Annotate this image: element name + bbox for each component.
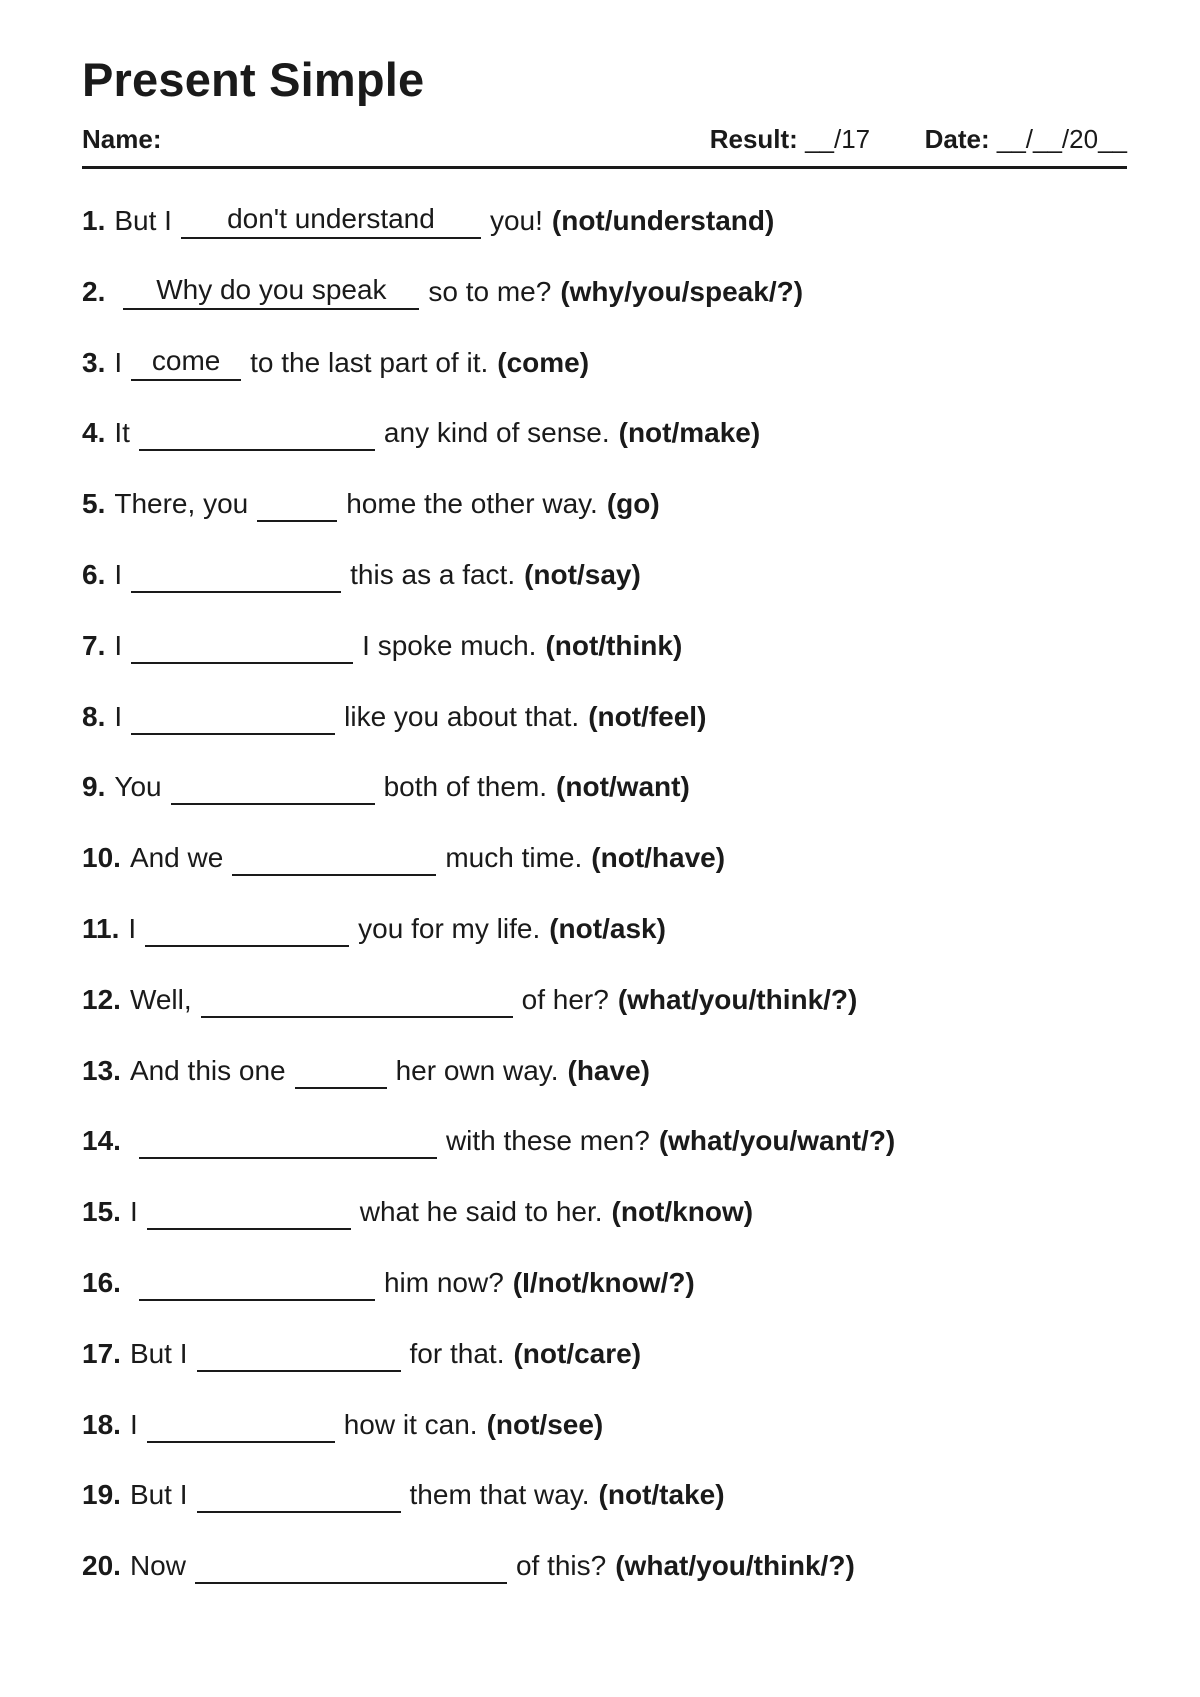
page-title: Present Simple [82, 53, 425, 106]
question-text-before: And this one [129, 1054, 286, 1086]
question-text-after: for that. [409, 1337, 505, 1369]
result-value: __/17 [805, 124, 871, 154]
answer-blank[interactable] [197, 1336, 401, 1372]
answer-blank[interactable] [197, 1477, 401, 1513]
answer-blank[interactable] [131, 628, 353, 664]
question-item [82, 911, 1127, 982]
answer-blank[interactable] [147, 1194, 351, 1230]
question-text-after: of her? [521, 983, 609, 1015]
question-number: 18. [82, 1408, 121, 1440]
result-label: Result: [709, 124, 798, 154]
question-text-after: how it can. [343, 1408, 478, 1440]
answer-text: Why do you speak [156, 273, 387, 305]
question-text-before: I [114, 629, 123, 661]
result-date-group [710, 124, 1127, 155]
question-number: 12. [82, 983, 121, 1015]
answer-blank[interactable] [145, 911, 349, 947]
answer-blank[interactable] [131, 557, 341, 593]
question-item [82, 699, 1127, 770]
question-item [82, 1407, 1127, 1478]
question-item [82, 769, 1127, 840]
question-text-after: them that way. [409, 1479, 590, 1511]
question-number: 17. [82, 1337, 121, 1369]
question-item [82, 840, 1127, 911]
question-number: 8. [82, 700, 106, 732]
verb-hint: (not/know) [611, 1196, 754, 1228]
answer-blank[interactable] [201, 982, 513, 1018]
question-text-before: Well, [129, 983, 192, 1015]
question-number: 6. [82, 558, 106, 590]
question-number: 3. [82, 346, 106, 378]
question-item [82, 274, 1127, 345]
question-text-after: both of them. [383, 771, 548, 803]
question-item [82, 1548, 1127, 1619]
question-item [82, 415, 1127, 486]
verb-hint: (come) [497, 346, 590, 378]
question-text-after: you! [489, 205, 543, 236]
question-text-after: so to me? [428, 275, 552, 307]
answer-blank[interactable] [123, 274, 419, 310]
verb-hint: (not/ask) [549, 912, 666, 944]
verb-hint: (why/you/speak/?) [560, 275, 804, 307]
verb-hint: (what/you/want/?) [658, 1125, 896, 1157]
verb-hint: (have) [567, 1054, 650, 1086]
question-number: 5. [82, 488, 106, 520]
question-text-after: I spoke much. [362, 629, 537, 661]
question-text-after: her own way. [395, 1054, 559, 1086]
question-item [82, 1265, 1127, 1336]
answer-blank[interactable] [139, 1123, 437, 1159]
question-number: 10. [82, 842, 121, 874]
question-number: 9. [82, 771, 106, 803]
header-divider [82, 166, 1127, 169]
question-number: 11. [82, 912, 120, 944]
question-item [82, 1053, 1127, 1124]
name-label: Name: [82, 124, 162, 154]
date-value: __/__/20__ [996, 124, 1127, 154]
question-number: 16. [82, 1266, 121, 1298]
question-text-before: I [114, 558, 123, 590]
verb-hint: (not/feel) [588, 700, 707, 732]
verb-hint: (not/care) [513, 1337, 642, 1369]
question-text-before: I [114, 346, 123, 378]
question-item [82, 1123, 1127, 1194]
question-text-before: You [114, 771, 162, 803]
answer-blank[interactable] [131, 699, 335, 735]
verb-hint: (not/understand) [551, 205, 775, 236]
question-item [82, 628, 1127, 699]
verb-hint: (go) [606, 488, 660, 520]
question-number: 2. [82, 275, 106, 307]
question-number: 4. [82, 417, 106, 449]
answer-blank[interactable] [257, 486, 337, 522]
question-text-before: There, you [114, 488, 249, 520]
question-item [82, 982, 1127, 1053]
question-item [82, 1477, 1127, 1548]
verb-hint: (not/make) [618, 417, 761, 449]
question-item [82, 557, 1127, 628]
question-list [82, 203, 1127, 1619]
verb-hint: (not/have) [591, 842, 726, 874]
answer-blank[interactable] [171, 769, 375, 805]
question-item [82, 1336, 1127, 1407]
question-text-before: I [114, 700, 123, 732]
verb-hint: (what/you/think/?) [617, 983, 858, 1015]
question-text-before: I [128, 912, 137, 944]
question-number: 7. [82, 629, 106, 661]
verb-hint: (not/say) [524, 558, 641, 590]
question-text-after: this as a fact. [350, 558, 516, 590]
question-text-before: But I [129, 1479, 188, 1511]
question-text-after: home the other way. [346, 488, 598, 520]
answer-blank[interactable] [181, 203, 481, 239]
question-number: 13. [82, 1054, 121, 1086]
answer-blank[interactable] [147, 1407, 335, 1443]
question-text-before: I [129, 1408, 138, 1440]
question-text-before: But I [114, 205, 172, 236]
question-item [82, 345, 1127, 416]
question-number: 19. [82, 1479, 121, 1511]
verb-hint: (not/think) [545, 629, 683, 661]
question-number: 1. [82, 205, 106, 236]
question-text-after: like you about that. [344, 700, 580, 732]
verb-hint: (what/you/think/?) [615, 1550, 855, 1582]
verb-hint: (not/take) [598, 1479, 725, 1511]
question-item [82, 1194, 1127, 1265]
question-text-after: any kind of sense. [383, 417, 610, 449]
question-number: 20. [82, 1550, 121, 1582]
answer-blank[interactable] [139, 1265, 375, 1301]
question-text-after: him now? [383, 1266, 504, 1298]
answer-text: don't understand [227, 203, 435, 234]
answer-text: come [151, 344, 221, 376]
question-item [82, 203, 1127, 274]
answer-blank[interactable] [295, 1053, 387, 1089]
question-text-before: And we [129, 842, 224, 874]
verb-hint: (I/not/know/?) [512, 1266, 695, 1298]
question-text-before: I [129, 1196, 138, 1228]
question-text-before: It [114, 417, 130, 449]
question-text-after: to the last part of it. [250, 346, 489, 378]
answer-blank[interactable] [232, 840, 436, 876]
answer-blank[interactable] [139, 415, 375, 451]
date-label: Date: [924, 124, 990, 154]
question-text-after: what he said to her. [359, 1196, 603, 1228]
worksheet-header [82, 124, 1127, 156]
question-number: 14. [82, 1125, 121, 1157]
question-text-before: Now [129, 1550, 186, 1582]
answer-blank[interactable] [131, 345, 241, 381]
verb-hint: (not/want) [556, 771, 690, 803]
question-text-after: much time. [445, 842, 583, 874]
question-text-before: But I [129, 1337, 188, 1369]
question-text-after: you for my life. [358, 912, 541, 944]
verb-hint: (not/see) [486, 1408, 604, 1440]
question-text-after: of this? [515, 1550, 607, 1582]
question-number: 15. [82, 1196, 121, 1228]
question-text-after: with these men? [445, 1125, 650, 1157]
question-item [82, 486, 1127, 557]
answer-blank[interactable] [195, 1548, 507, 1584]
